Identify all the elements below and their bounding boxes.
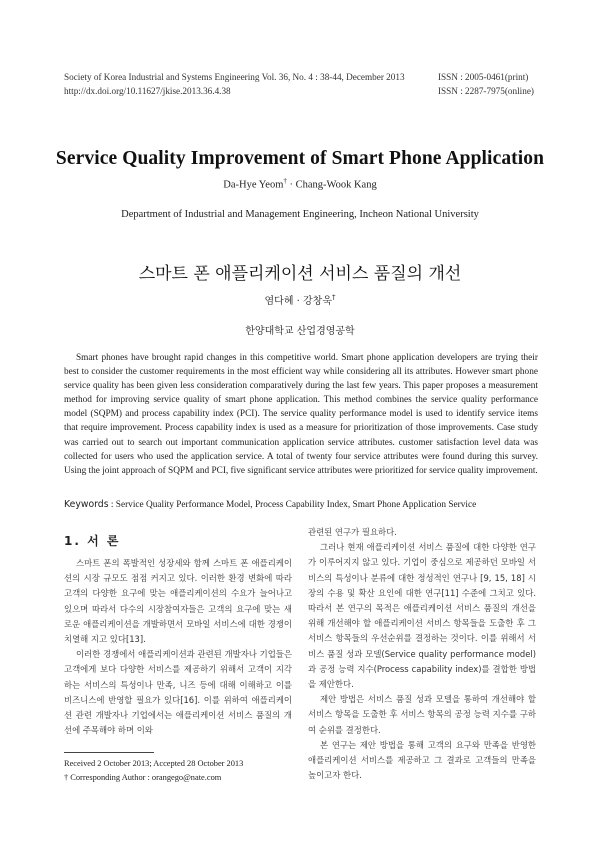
- author-2: Chang-Wook Kang: [295, 179, 377, 191]
- corresponding-author[interactable]: † Corresponding Author : orangego@nate.com: [64, 773, 222, 782]
- affiliation-kr: 한양대학교 산업경영공학: [245, 326, 355, 337]
- journal-citation: Society of Korea Industrial and Systems Engineering Vol. 36, No. 4 : 38-44, December 2013: [64, 72, 405, 82]
- body-paragraph: 이러한 경쟁에서 애플리케이션과 관련된 개발자나 기업들은 고객에게 보다 다양한 서비스를 제공하기 위해서 고객이 지각하는 서비스의 특성이나 만족, 니즈 등에 대해 이해하고 이를 비즈니스에 반영할 필요가 있다[16]. 이를 위하여 애플리케이션 관련 개발자나 기업에서는 애플리케이션 서비스 품질의 개선에 주목해야 하며 이와: [64, 649, 292, 736]
- body-paragraph: 스마트 폰의 폭발적인 성장세와 함께 스마트 폰 애플리케이션의 시장 규모도 점점 커지고 있다. 이러한 환경 변화에 따라 고객의 다양한 요구에 맞는 애플리케이션의 수요가 늘어나고 있으며 따라서 다수의 시장참여자들은 고객의 요구에 맞는 새로운 애플리케이션을 개발하면서 모바일 서비스에 대한 경쟁이 치열해 지고 있다[13].: [64, 558, 292, 645]
- corresponding-dagger-kr: †: [332, 293, 336, 302]
- body-paragraph: 관련된 연구가 필요하다.: [308, 527, 397, 537]
- issn-online: ISSN : 2287-7975(online): [438, 86, 534, 96]
- footnotes: [64, 757, 243, 785]
- corresponding-dagger: †: [283, 177, 287, 185]
- affiliation-en: Department of Industrial and Management Engineering, Incheon National University: [121, 209, 479, 220]
- authors-kr: [0, 292, 600, 307]
- paper-title-kr: 스마트 폰 애플리케이션 서비스 품질의 개선: [138, 264, 462, 284]
- abstract: Smart phones have brought rapid changes in this competitive world. Smart phone application developers are trying their best to consider the customer requirements in the most efficient way while considering all its attributes. However smart phone service quality has been given less consideration comparatively during the last few years. This paper proposes a measurement method for improving service quality of smart phone application. This method combines the service quality performance model (SQPM) and process capability index (PCI). The service quality performance model is used to identify service items that require improvement. Process capability index is used as a measure for prioritization of those improvements. Case study was carried out to search out important communication application service attributes. customer satisfaction level data was collected for users who used the application service. A total of twenty four service attributes were found during this survey. Using the joint approach of SQPM and PCI, five significant service attributes were prioritized for service quality improvement.: [64, 353, 538, 476]
- doi-link[interactable]: http://dx.doi.org/10.11627/jkise.2013.36.4.38: [64, 86, 231, 96]
- authors-en: [0, 177, 600, 191]
- keywords-label: Keywords: [64, 499, 109, 510]
- body-paragraph: 본 연구는 제안 방법을 통해 고객의 요구와 만족을 반영한 애플리케이션 서비스를 제공하고 그 결과로 고객들의 만족을 높이고자 한다.: [308, 739, 536, 781]
- author-1: Da-Hye Yeom: [223, 179, 284, 191]
- author-separator: ·: [286, 179, 296, 191]
- left-column: [64, 556, 292, 738]
- section-heading: 1. 서 론: [64, 534, 121, 548]
- keywords: [64, 499, 544, 510]
- issn-print: ISSN : 2005-0461(print): [438, 72, 529, 82]
- footnote-divider: [64, 752, 154, 753]
- right-column: [308, 525, 536, 783]
- paper-title-en: Service Quality Improvement of Smart Phone Application: [55, 148, 545, 169]
- received-date: Received 2 October 2013; Accepted 28 October 2013: [64, 759, 244, 768]
- body-paragraph: 제안 방법은 서비스 품질 성과 모델을 통하여 개선해야 할 서비스 항목을 도출한 후 서비스 항목의 공정 능력 지수를 구하여 순위를 결정한다.: [308, 694, 536, 735]
- body-paragraph: 그러나 현재 애플리케이션 서비스 품질에 대한 다양한 연구가 이루어지지 않고 있다. 기업이 중심으로 제공하던 모바일 서비스의 특성이나 분류에 대한 정성적인 연구나 [9, 15, 18] 시장의 수용 및 확산 요인에 대한 연구[11] 수준에 그치고 있다. 따라서 본 연구의 목적은 애플리케이션 서비스 품질의 개선을 위해 개선해야 할 애플리케이션 서비스 항목들을 도출한 후 그 서비스 항목들의 우선순위를 결정하는 것이다. 이를 위해서 서비스 품질 성과 모델(Service quality performance model)과 공정 능력 지수(Process capability index)를 결합한 방법을 제안한다.: [308, 542, 536, 690]
- authors-kr-names: 염다혜 · 강창욱: [264, 296, 332, 307]
- keywords-text: : Service Quality Performance Model, Process Capability Index, Smart Phone Application Service: [108, 500, 477, 510]
